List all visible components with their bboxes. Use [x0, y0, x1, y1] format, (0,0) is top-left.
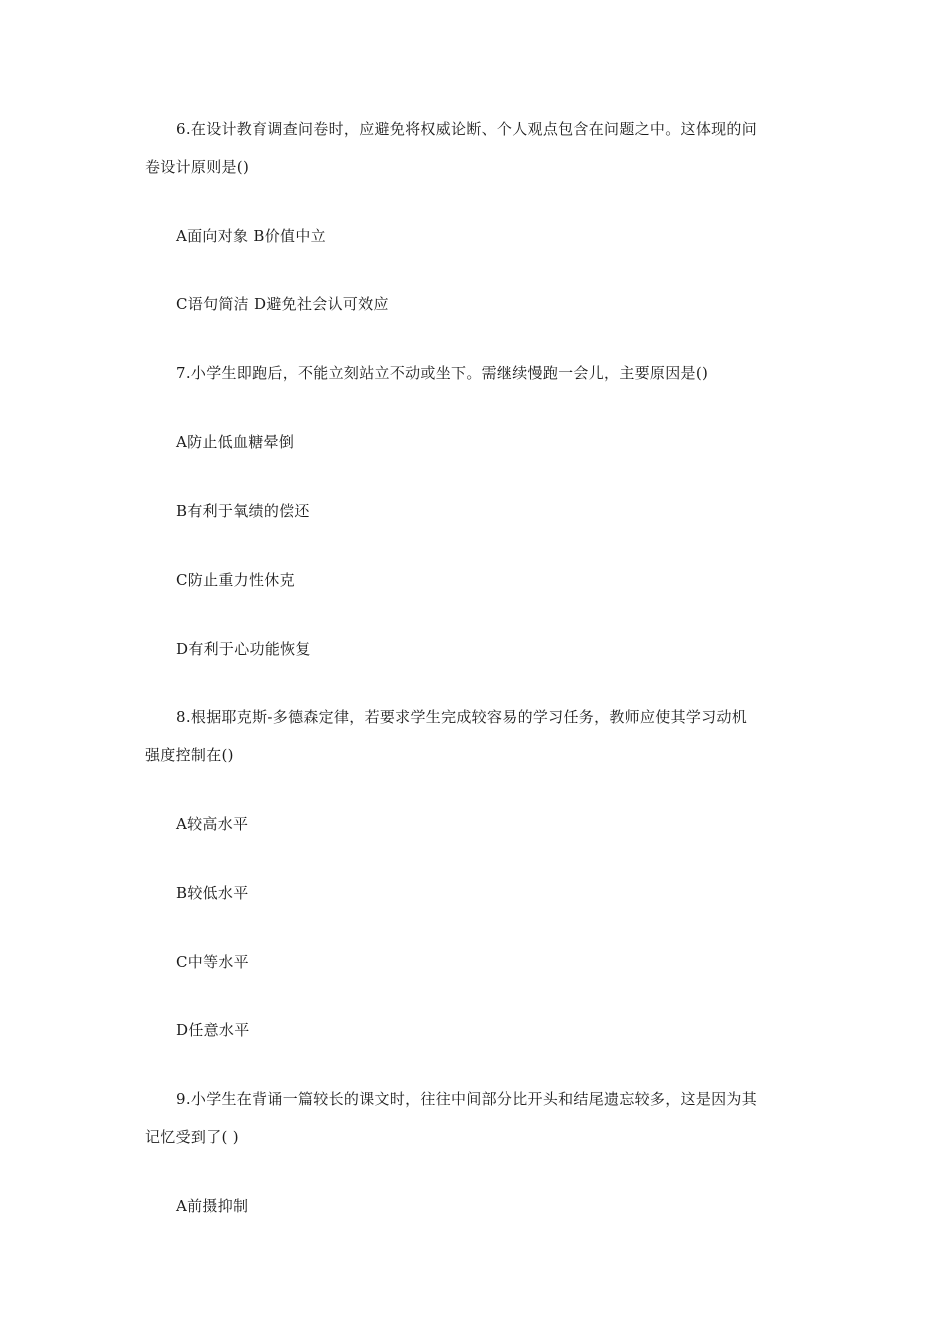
- question-8-option-b: B较低水平: [176, 884, 249, 902]
- question-9-stem-line-2: 记忆受到了( ): [145, 1128, 239, 1146]
- question-7-option-b: B有利于氧绩的偿还: [176, 502, 310, 520]
- question-7-option-c: C防止重力性休克: [176, 571, 295, 589]
- question-8-option-a: A较高水平: [176, 815, 249, 833]
- question-9-option-a: A前摄抑制: [176, 1197, 249, 1215]
- question-7-option-a: A防止低血糖晕倒: [176, 433, 295, 451]
- question-6-option-row-2: C语句简洁 D避免社会认可效应: [176, 295, 389, 313]
- question-7-option-d: D有利于心功能恢复: [176, 640, 311, 658]
- question-8-option-c: C中等水平: [176, 953, 249, 971]
- question-9-stem-line-1: 9.小学生在背诵一篇较长的课文时，往往中间部分比开头和结尾遗忘较多，这是因为其: [176, 1090, 758, 1108]
- question-8-stem-line-1: 8.根据耶克斯-多德森定律，若要求学生完成较容易的学习任务，教师应使其学习动机: [176, 708, 748, 726]
- question-6-option-row-1: A面向对象 B价值中立: [176, 227, 326, 245]
- question-8-option-d: D任意水平: [176, 1021, 250, 1039]
- question-7-stem-line-1: 7.小学生即跑后，不能立刻站立不动或坐下。需继续慢跑一会儿，主要原因是(): [176, 364, 709, 382]
- question-8-stem-line-2: 强度控制在(): [145, 746, 234, 764]
- question-6-stem-line-2: 卷设计原则是(): [145, 158, 250, 176]
- question-6-stem-line-1: 6.在设计教育调查问卷时，应避免将权威论断、个人观点包含在问题之中。这体现的问: [176, 120, 758, 138]
